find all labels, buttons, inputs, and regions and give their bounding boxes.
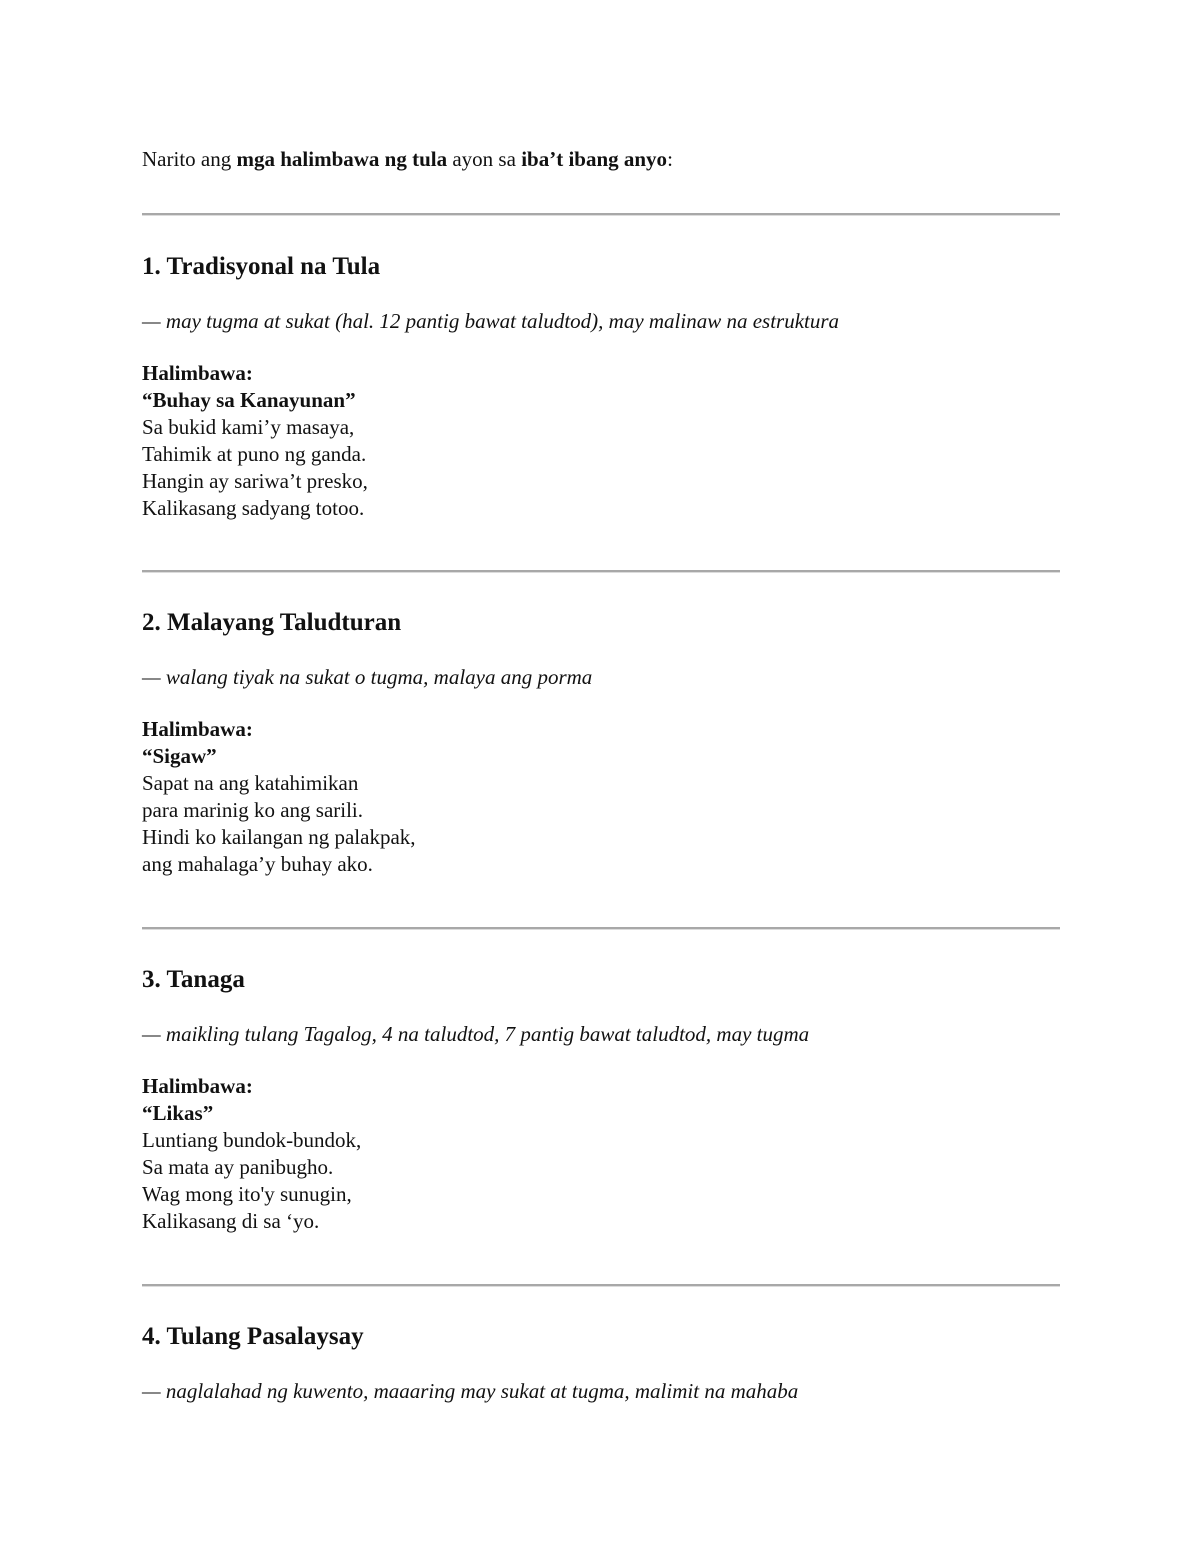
section-heading: 2. Malayang Taludturan	[142, 609, 402, 636]
intro-bold-2: iba’t ibang anyo	[521, 147, 668, 171]
example-label: Halimbawa:	[142, 361, 253, 385]
section-description: — may tugma at sukat (hal. 12 pantig bawat taludtod), may malinaw na estruktura	[142, 309, 840, 333]
section-tulang-pasalaysay	[142, 1321, 1060, 1405]
section-description: — naglalahad ng kuwento, maaaring may sukat at tugma, malimit na mahaba	[142, 1379, 799, 1403]
horizontal-rule	[142, 1284, 1060, 1287]
intro-bold-1: mga halimbawa ng tula	[236, 147, 448, 171]
section-tradisyonal	[142, 251, 1060, 522]
section-heading: 3. Tanaga	[142, 966, 245, 993]
intro-text-1: Narito ang	[142, 147, 237, 171]
poem-title: “Likas”	[142, 1101, 214, 1125]
section-heading: 4. Tulang Pasalaysay	[142, 1323, 364, 1350]
intro-text-3: :	[667, 147, 673, 171]
poem-line: ang mahalaga’y buhay ako.	[142, 852, 373, 876]
section-heading: 1. Tradisyonal na Tula	[142, 253, 381, 280]
poem-line: Hangin ay sariwa’t presko,	[142, 469, 368, 493]
section-description: — walang tiyak na sukat o tugma, malaya ang porma	[142, 665, 593, 689]
poem-line: Hindi ko kailangan ng palakpak,	[142, 825, 416, 849]
poem-line: Kalikasang sadyang totoo.	[142, 496, 365, 520]
intro-paragraph	[142, 145, 673, 173]
poem-line: para marinig ko ang sarili.	[142, 798, 364, 822]
horizontal-rule	[142, 570, 1060, 573]
section-malayang-taludturan	[142, 607, 1060, 878]
section-tanaga	[142, 964, 1060, 1235]
horizontal-rule	[142, 927, 1060, 930]
poem-line: Tahimik at puno ng ganda.	[142, 442, 367, 466]
horizontal-rule	[142, 213, 1060, 216]
poem-line: Wag mong ito'y sunugin,	[142, 1182, 352, 1206]
poem-line: Sa bukid kami’y masaya,	[142, 415, 355, 439]
poem-title: “Buhay sa Kanayunan”	[142, 388, 356, 412]
section-description: — maikling tulang Tagalog, 4 na taludtod, 7 pantig bawat taludtod, may tugma	[142, 1022, 810, 1046]
poem-line: Kalikasang di sa ‘yo.	[142, 1209, 320, 1233]
intro-text-2: ayon sa	[447, 147, 522, 171]
poem-line: Sapat na ang katahimikan	[142, 771, 359, 795]
poem-line: Sa mata ay panibugho.	[142, 1155, 334, 1179]
poem-line: Luntiang bundok-bundok,	[142, 1128, 362, 1152]
example-label: Halimbawa:	[142, 717, 253, 741]
example-label: Halimbawa:	[142, 1074, 253, 1098]
poem-title: “Sigaw”	[142, 744, 217, 768]
